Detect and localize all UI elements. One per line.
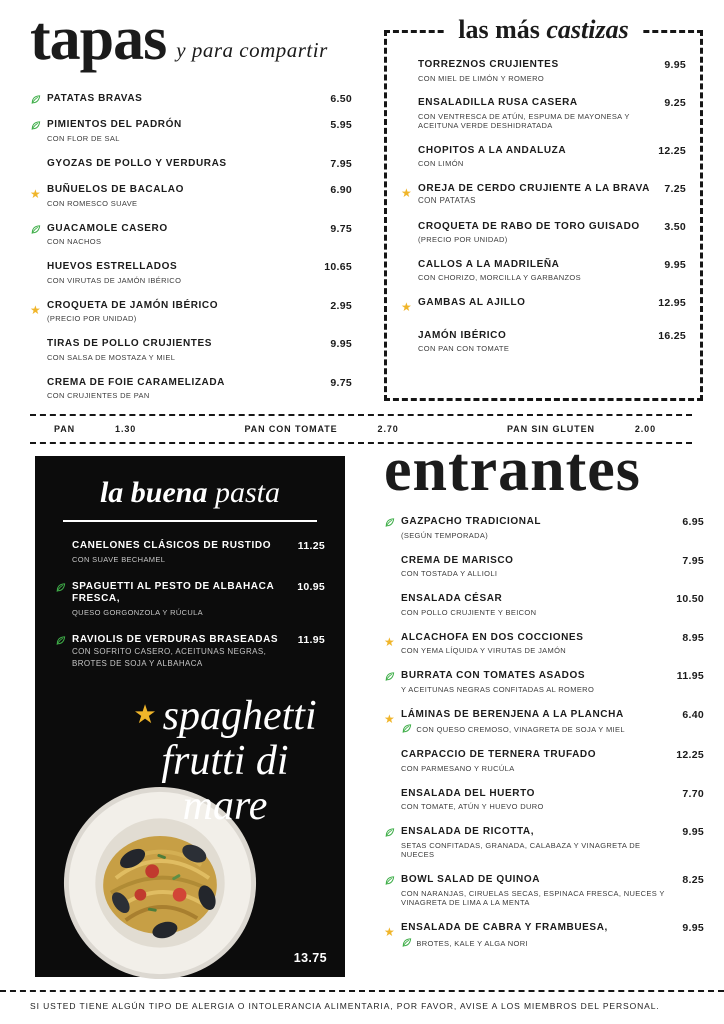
menu-item	[384, 922, 704, 948]
item-text	[47, 261, 324, 285]
section-la-buena-pasta	[35, 456, 345, 977]
star-icon: ★	[384, 711, 395, 726]
item-text	[401, 709, 682, 735]
item-text	[47, 119, 330, 143]
item-price: 9.95	[664, 59, 686, 71]
item-icon-slot	[30, 223, 47, 235]
item-name: CREMA DE FOIE CARAMELIZADA	[47, 376, 226, 388]
leaf-icon	[30, 224, 41, 235]
item-icon-slot	[55, 581, 72, 593]
item-text	[401, 555, 682, 579]
item-text	[418, 330, 658, 354]
leaf-icon	[401, 937, 412, 948]
bread-label: PAN	[54, 424, 76, 434]
leaf-icon	[30, 94, 41, 105]
item-desc: CON VENTRESCA DE ATÚN, ESPUMA DE MAYONESA Y ACEITUNA VERDE DESHIDRATADA	[418, 111, 630, 130]
item-name: GYOZAS DE POLLO Y VERDURAS	[47, 157, 227, 169]
tapas-title: tapas	[30, 5, 167, 73]
menu-item	[30, 93, 352, 105]
bread-price: 2.70	[377, 424, 399, 434]
item-icon-slot	[30, 338, 47, 339]
menu-item	[384, 516, 704, 540]
item-icon-slot	[30, 93, 47, 105]
item-icon-slot	[401, 183, 418, 202]
item-text	[47, 377, 330, 401]
item-price: 10.95	[297, 581, 325, 593]
menu-item	[401, 183, 686, 207]
item-name: ALCACHOFA EN DOS COCCIONES	[401, 631, 584, 643]
menu-item	[384, 632, 704, 656]
menu-item	[55, 581, 325, 617]
item-desc: CON POLLO CRUJIENTE Y BEICON	[401, 607, 537, 617]
item-desc-inline: CON PATATAS	[418, 195, 476, 205]
bread-label: PAN CON TOMATE	[244, 424, 338, 434]
item-icon-slot	[384, 593, 401, 594]
star-icon: ★	[133, 700, 157, 729]
item-text	[418, 259, 664, 283]
star-icon: ★	[401, 299, 412, 314]
item-price: 12.25	[658, 144, 686, 157]
item-icon-slot	[55, 634, 72, 646]
castizas-title-main: las más	[458, 15, 540, 44]
menu-item	[55, 634, 325, 670]
item-name: PIMIENTOS DEL PADRÓN	[47, 119, 182, 131]
item-text	[47, 93, 330, 105]
item-text	[72, 581, 297, 617]
item-desc: (SEGÚN TEMPORADA)	[401, 530, 489, 540]
item-text	[401, 788, 682, 812]
item-icon-slot	[401, 221, 418, 222]
bread-price: 2.00	[634, 424, 656, 434]
leaf-icon	[55, 635, 66, 646]
item-price: 3.50	[664, 220, 686, 233]
leaf-icon	[384, 875, 395, 886]
leaf-icon	[384, 827, 395, 838]
leaf-icon	[55, 582, 66, 593]
item-price: 6.90	[330, 184, 352, 197]
item-icon-slot	[384, 826, 401, 838]
star-icon: ★	[384, 634, 395, 649]
pasta-items	[55, 540, 325, 670]
item-text	[418, 59, 664, 83]
item-desc: CON CHORIZO, MORCILLA Y GARBANZOS	[418, 273, 581, 282]
tapas-header	[30, 5, 352, 73]
bread-item	[244, 424, 398, 434]
item-name: CROQUETA DE RABO DE TORO GUISADO	[418, 220, 640, 232]
item-desc: BROTES, KALE Y ALGA NORI	[401, 937, 674, 949]
item-desc: CON NARANJAS, CIRUELAS SECAS, ESPINACA FRESCA, NUECES Y VINAGRETA DE LIMA A LA MENTA	[401, 888, 665, 907]
item-text	[418, 145, 658, 169]
section-las-mas-castizas	[384, 15, 703, 401]
item-icon-slot	[401, 330, 418, 331]
star-icon: ★	[384, 925, 395, 939]
bread-item	[507, 424, 656, 434]
item-price: 6.40	[682, 708, 704, 721]
menu-item	[384, 593, 704, 617]
menu-item	[30, 184, 352, 208]
featured-price: 13.75	[293, 951, 327, 965]
item-icon-slot	[401, 145, 418, 146]
menu-item	[30, 223, 352, 247]
item-text	[72, 540, 298, 564]
item-name: GUACAMOLE CASERO	[47, 222, 168, 234]
item-icon-slot	[30, 261, 47, 262]
item-text	[47, 158, 330, 170]
item-text	[401, 632, 682, 656]
item-price: 9.75	[330, 376, 352, 389]
item-name: HUEVOS ESTRELLADOS	[47, 261, 178, 273]
tapas-items	[30, 93, 352, 401]
item-desc: QUESO GORGONZOLA Y RÚCULA	[72, 607, 204, 617]
item-icon-slot	[384, 922, 401, 941]
item-icon-slot	[30, 184, 47, 203]
item-desc: CON QUESO CREMOSO, VINAGRETA DE SOJA Y MIEL	[401, 723, 674, 735]
item-text	[418, 183, 664, 207]
item-desc: CON TOSTADA Y ALLIOLI	[401, 569, 498, 578]
item-desc: CON PAN CON TOMATE	[418, 344, 510, 353]
menu-item	[401, 259, 686, 283]
menu-item	[30, 119, 352, 143]
item-price: 9.95	[330, 338, 352, 351]
item-price: 11.95	[297, 634, 325, 646]
item-name: BOWL SALAD DE QUINOA	[401, 874, 541, 885]
item-name: CROQUETA DE JAMÓN IBÉRICO	[47, 299, 219, 311]
star-icon: ★	[30, 187, 41, 202]
item-icon-slot	[401, 297, 418, 316]
item-name: CANELONES CLÁSICOS DE RUSTIDO	[72, 540, 272, 551]
pasta-title-main: la buena	[99, 476, 208, 509]
item-icon-slot	[384, 555, 401, 556]
item-text	[401, 874, 682, 908]
menu-item	[384, 709, 704, 735]
item-icon-slot	[384, 788, 401, 789]
item-name: GAZPACHO TRADICIONAL	[401, 516, 542, 527]
item-price: 2.95	[330, 299, 352, 312]
item-name: ENSALADA DEL HUERTO	[401, 787, 536, 799]
item-price: 9.75	[330, 222, 352, 235]
item-name: ENSALADILLA RUSA CASERA	[418, 97, 578, 108]
item-desc: CON SUAVE BECHAMEL	[72, 554, 166, 564]
item-text	[401, 670, 677, 694]
item-desc: (PRECIO POR UNIDAD)	[418, 235, 508, 244]
item-name: CALLOS A LA MADRILEÑA	[418, 258, 560, 270]
featured-line-3: mare	[182, 783, 268, 829]
item-name: PATATAS BRAVAS	[47, 92, 143, 104]
item-price: 7.25	[664, 182, 686, 195]
entrantes-items	[384, 516, 704, 948]
entrantes-title: entrantes	[384, 436, 641, 504]
item-desc: CON YEMA LÍQUIDA Y VIRUTAS DE JAMÓN	[401, 646, 567, 655]
item-icon-slot	[401, 259, 418, 260]
item-price: 11.95	[676, 670, 704, 682]
menu-item	[384, 670, 704, 694]
section-tapas	[30, 5, 352, 415]
item-desc: CON CRUJIENTES DE PAN	[47, 391, 150, 401]
item-text	[401, 593, 676, 617]
item-desc: CON VIRUTAS DE JAMÓN IBÉRICO	[47, 275, 182, 285]
menu-item	[55, 540, 325, 564]
item-price: 7.70	[682, 787, 704, 800]
menu-item	[30, 338, 352, 362]
tapas-subtitle: y para compartir	[176, 37, 328, 62]
item-icon-slot	[384, 670, 401, 682]
item-icon-slot	[384, 632, 401, 651]
item-text	[401, 826, 682, 860]
item-name: TORREZNOS CRUJIENTES	[418, 59, 559, 70]
allergy-notice: SI USTED TIENE ALGÚN TIPO DE ALERGIA O INTOLERANCIA ALIMENTARIA, POR FAVOR, AVISE A LOS MIEMBROS DEL PERSONAL.	[0, 990, 724, 1024]
item-text	[401, 516, 682, 540]
menu-item	[401, 97, 686, 131]
item-price: 10.50	[676, 593, 704, 605]
leaf-icon	[384, 517, 395, 528]
item-icon-slot	[384, 874, 401, 886]
menu-item	[401, 221, 686, 245]
item-name: LÁMINAS DE BERENJENA A LA PLANCHA	[401, 708, 624, 720]
section-entrantes	[384, 438, 704, 963]
item-name: JAMÓN IBÉRICO	[418, 329, 507, 341]
item-icon-slot	[401, 59, 418, 60]
item-icon-slot	[30, 300, 47, 319]
menu-item	[401, 145, 686, 169]
item-text	[418, 97, 664, 131]
item-text	[401, 922, 682, 948]
pasta-title-italic: pasta	[215, 476, 281, 509]
item-price: 16.25	[658, 329, 686, 342]
item-price: 6.95	[682, 516, 704, 528]
item-desc: (PRECIO POR UNIDAD)	[47, 314, 137, 324]
menu-item	[384, 874, 704, 908]
item-icon-slot	[384, 709, 401, 728]
item-text	[418, 221, 664, 245]
item-price: 5.95	[330, 119, 352, 132]
featured-text-1: spaghetti	[162, 693, 317, 739]
item-price: 9.95	[664, 258, 686, 271]
castizas-title	[444, 15, 642, 45]
item-desc: SETAS CONFITADAS, GRANADA, CALABAZA Y VINAGRETA DE NUECES	[401, 840, 641, 859]
item-name: CARPACCIO DE TERNERA TRUFADO	[401, 749, 597, 760]
item-icon-slot	[30, 158, 47, 159]
item-desc: CON NACHOS	[47, 237, 102, 247]
menu-item	[401, 59, 686, 83]
item-price: 9.95	[682, 826, 704, 838]
item-name: ENSALADA DE RICOTTA,	[401, 826, 535, 837]
item-name: CREMA DE MARISCO	[401, 554, 514, 566]
item-name: ENSALADA CÉSAR	[401, 593, 503, 604]
item-name: TIRAS DE POLLO CRUJIENTES	[47, 338, 213, 350]
menu-item	[384, 788, 704, 812]
bread-label: PAN SIN GLUTEN	[506, 424, 595, 434]
menu-item	[384, 826, 704, 860]
featured-line-1	[110, 694, 340, 739]
item-name: CHOPITOS A LA ANDALUZA	[418, 144, 567, 156]
item-desc: CON FLOR DE SAL	[47, 133, 120, 143]
item-price: 9.95	[682, 922, 704, 934]
item-price: 11.25	[297, 540, 325, 552]
item-desc: CON MIEL DE LIMÓN Y ROMERO	[418, 73, 545, 83]
item-price: 12.25	[676, 749, 704, 761]
item-desc: Y ACEITUNAS NEGRAS CONFITADAS AL ROMERO	[401, 684, 595, 694]
item-text	[47, 184, 330, 208]
castizas-items	[401, 59, 686, 354]
menu-item	[401, 330, 686, 354]
menu-item	[30, 261, 352, 285]
bread-item	[54, 424, 136, 434]
featured-dish-title	[110, 694, 340, 829]
leaf-icon	[401, 723, 412, 734]
item-price: 8.95	[682, 631, 704, 644]
menu-item	[30, 300, 352, 324]
featured-line-2: frutti di	[161, 738, 289, 784]
leaf-icon	[384, 671, 395, 682]
item-desc: CON LIMÓN	[418, 159, 464, 168]
item-price: 9.25	[664, 97, 686, 109]
castizas-title-italic: castizas	[546, 15, 629, 44]
star-icon: ★	[401, 185, 412, 200]
item-name: BURRATA CON TOMATES ASADOS	[401, 670, 586, 681]
item-price: 6.50	[330, 92, 352, 105]
item-text	[418, 297, 658, 309]
item-price: 10.65	[324, 261, 352, 274]
item-icon-slot	[401, 97, 418, 98]
item-icon-slot	[384, 516, 401, 528]
item-desc: CON TOMATE, ATÚN Y HUEVO DURO	[401, 802, 544, 811]
item-desc: CON PARMESANO Y RUCÚLA	[401, 763, 515, 773]
item-name: RAVIOLIS DE VERDURAS BRASEADAS CON SOFRITO CASERO, ACEITUNAS NEGRAS, BROTES DE SOJA Y ALBAHACA	[72, 634, 279, 668]
item-text	[47, 338, 330, 362]
item-text	[72, 634, 298, 670]
menu-item	[384, 749, 704, 773]
pasta-title	[63, 476, 317, 522]
bread-price: 1.30	[115, 424, 137, 434]
item-price: 8.25	[682, 874, 704, 886]
item-desc-inline: CON SOFRITO CASERO, ACEITUNAS NEGRAS, BROTES DE SOJA Y ALBAHACA	[72, 647, 267, 668]
item-text	[47, 300, 330, 324]
item-desc: CON SALSA DE MOSTAZA Y MIEL	[47, 352, 176, 362]
item-name: GAMBAS AL AJILLO	[418, 296, 526, 308]
item-icon-slot	[30, 119, 47, 131]
menu-item	[30, 377, 352, 401]
item-icon-slot	[30, 377, 47, 378]
item-name: ENSALADA DE CABRA Y FRAMBUESA,	[401, 922, 608, 933]
menu-item	[30, 158, 352, 170]
menu-item	[401, 297, 686, 316]
item-name: BUÑUELOS DE BACALAO	[47, 184, 184, 196]
item-icon-slot	[55, 540, 72, 541]
star-icon: ★	[30, 302, 41, 317]
item-name: OREJA DE CERDO CRUJIENTE A LA BRAVA CON PATATAS	[418, 182, 650, 205]
item-icon-slot	[384, 749, 401, 750]
leaf-icon	[30, 120, 41, 131]
item-text	[47, 223, 330, 247]
item-name: SPAGUETTI AL PESTO DE ALBAHACA FRESCA,	[72, 581, 274, 604]
menu-item	[384, 555, 704, 579]
item-desc: CON ROMESCO SUAVE	[47, 198, 138, 208]
item-price: 12.95	[658, 296, 686, 309]
item-text	[401, 749, 676, 773]
item-price: 7.95	[682, 554, 704, 567]
item-price: 7.95	[330, 157, 352, 170]
